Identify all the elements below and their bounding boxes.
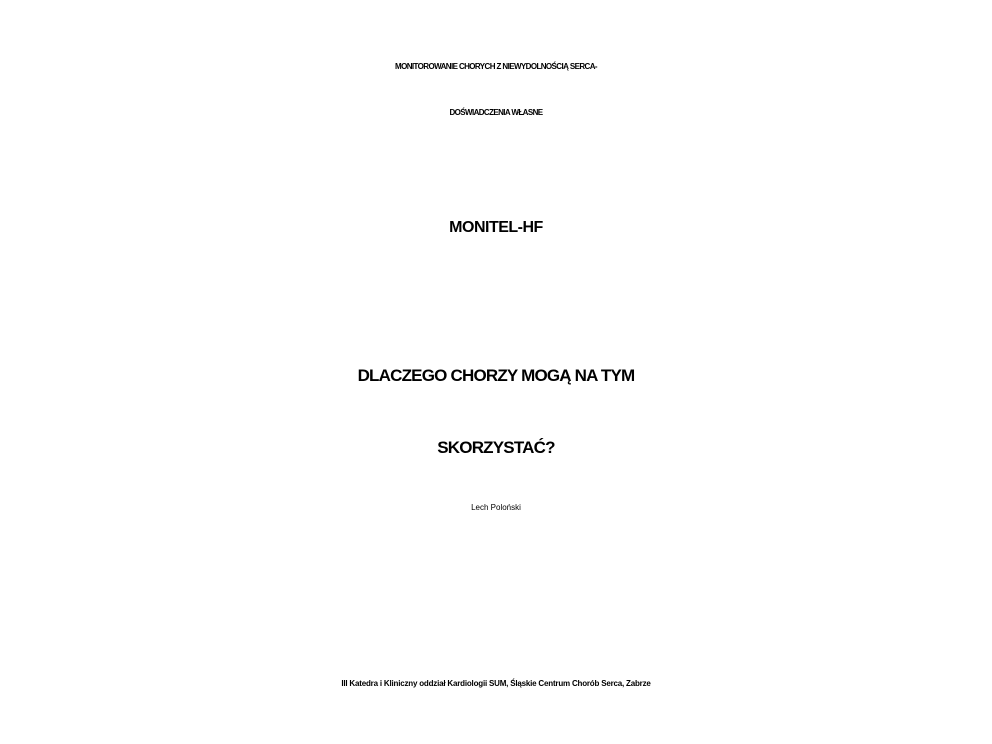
title-line-2: DOŚWIADCZENIA WŁASNE: [449, 108, 543, 117]
question-line-1: DLACZEGO CHORZY MOGĄ NA TYM: [357, 366, 635, 385]
title-line-1: MONITOROWANIE CHORYCH Z NIEWYDOLNOŚCIĄ SERCA-: [395, 62, 597, 71]
question-line-2: SKORZYSTAĆ?: [437, 438, 555, 457]
author-name: Lech Poloński: [471, 503, 521, 512]
project-acronym: MONITEL-HF: [449, 219, 543, 236]
affiliation: III Katedra i Kliniczny oddział Kardiologii SUM, Śląskie Centrum Chorób Serca, Zabrze: [341, 679, 651, 688]
